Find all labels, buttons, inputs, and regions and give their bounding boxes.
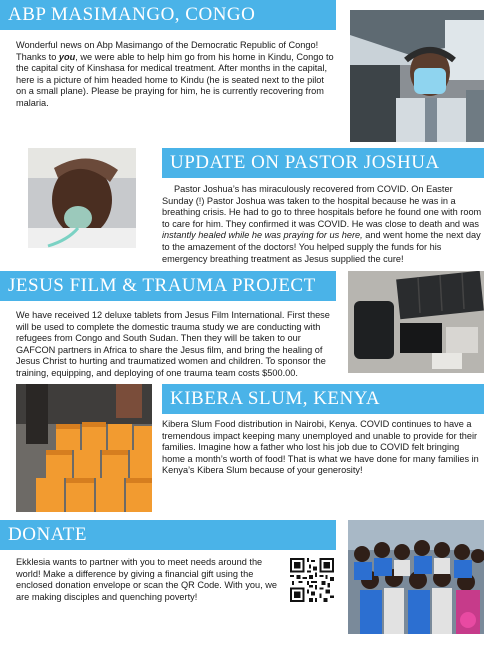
section-title-kibera: KIBERA SLUM, KENYA bbox=[162, 384, 484, 414]
photo-children-kenya bbox=[348, 520, 484, 634]
photo-tablets bbox=[348, 271, 484, 373]
photo-food-distribution bbox=[16, 384, 152, 512]
kibera-text: Kibera Slum Food distribution in Nairobi, Kenya. COVID continues to have a tremendous impact keeping many unemployed and unable to provide for their families. Imagine how a father who lost his job due to COVID felt bringing home a month’s worth of food! That is what we have done for many families in Kenya’s Kibera Slum because of your generosity! bbox=[162, 419, 479, 476]
donation-qr-code[interactable] bbox=[290, 558, 334, 602]
photo-pastor-joshua-hospital bbox=[28, 148, 136, 248]
section-title-pastor-joshua: UPDATE ON PASTOR JOSHUA bbox=[162, 148, 484, 178]
pastor-joshua-text: Pastor Joshua’s has miraculously recovered from COVID. On Easter Sunday (!) Pastor Joshua was taken to the hospital because he was in a breathing crisis. He had to go to three hospitals before he found one with room to care for him. They confirmed it was COVID. He was close to death and was instantly healed while he was praying for us here, and went home the next day to the amazement of the doctors! You helped supply the funds for his emergency breathing treatment as Jesus supplied the cure! bbox=[162, 184, 482, 264]
donate-text: Ekklesia wants to partner with you to meet needs around the world! Make a difference by giving a financial gift using the enclosed donation envelope or scan the QR Code. With you, we are making disciples and quenching poverty! bbox=[16, 557, 277, 602]
congo-text: Wonderful news on Abp Masimango of the Democratic Republic of Congo! Thanks to you, we were able to help him go from his home in Kindu, Congo to the capital city of Kinshasa for medical treatment. After months in the capital, here is a picture of him headed home to Kindu (he is seated next to the pilot on a small plane). Please be praying for him, he is currently recovering from malaria. bbox=[16, 40, 334, 108]
section-title-congo: ABP MASIMANGO, CONGO bbox=[0, 0, 336, 30]
section-title-donate: DONATE bbox=[0, 520, 336, 550]
jesus-film-text: We have received 12 deluxe tablets from Jesus Film International. First these will be used to complete the domestic trauma study we are conducting with refugees from Congo and South Sudan. Then they will be taken to our GAFCON partners in Africa to share the Jesus film, and bring the healing of Jesus Christ to hurting and traumatized women and children. To sponsor the training, equipping, and deploying of one trauma team costs $500.00. bbox=[16, 310, 330, 378]
photo-pilot-plane bbox=[350, 10, 484, 142]
section-title-jesus-film: JESUS FILM & TRAUMA PROJECT bbox=[0, 271, 336, 301]
